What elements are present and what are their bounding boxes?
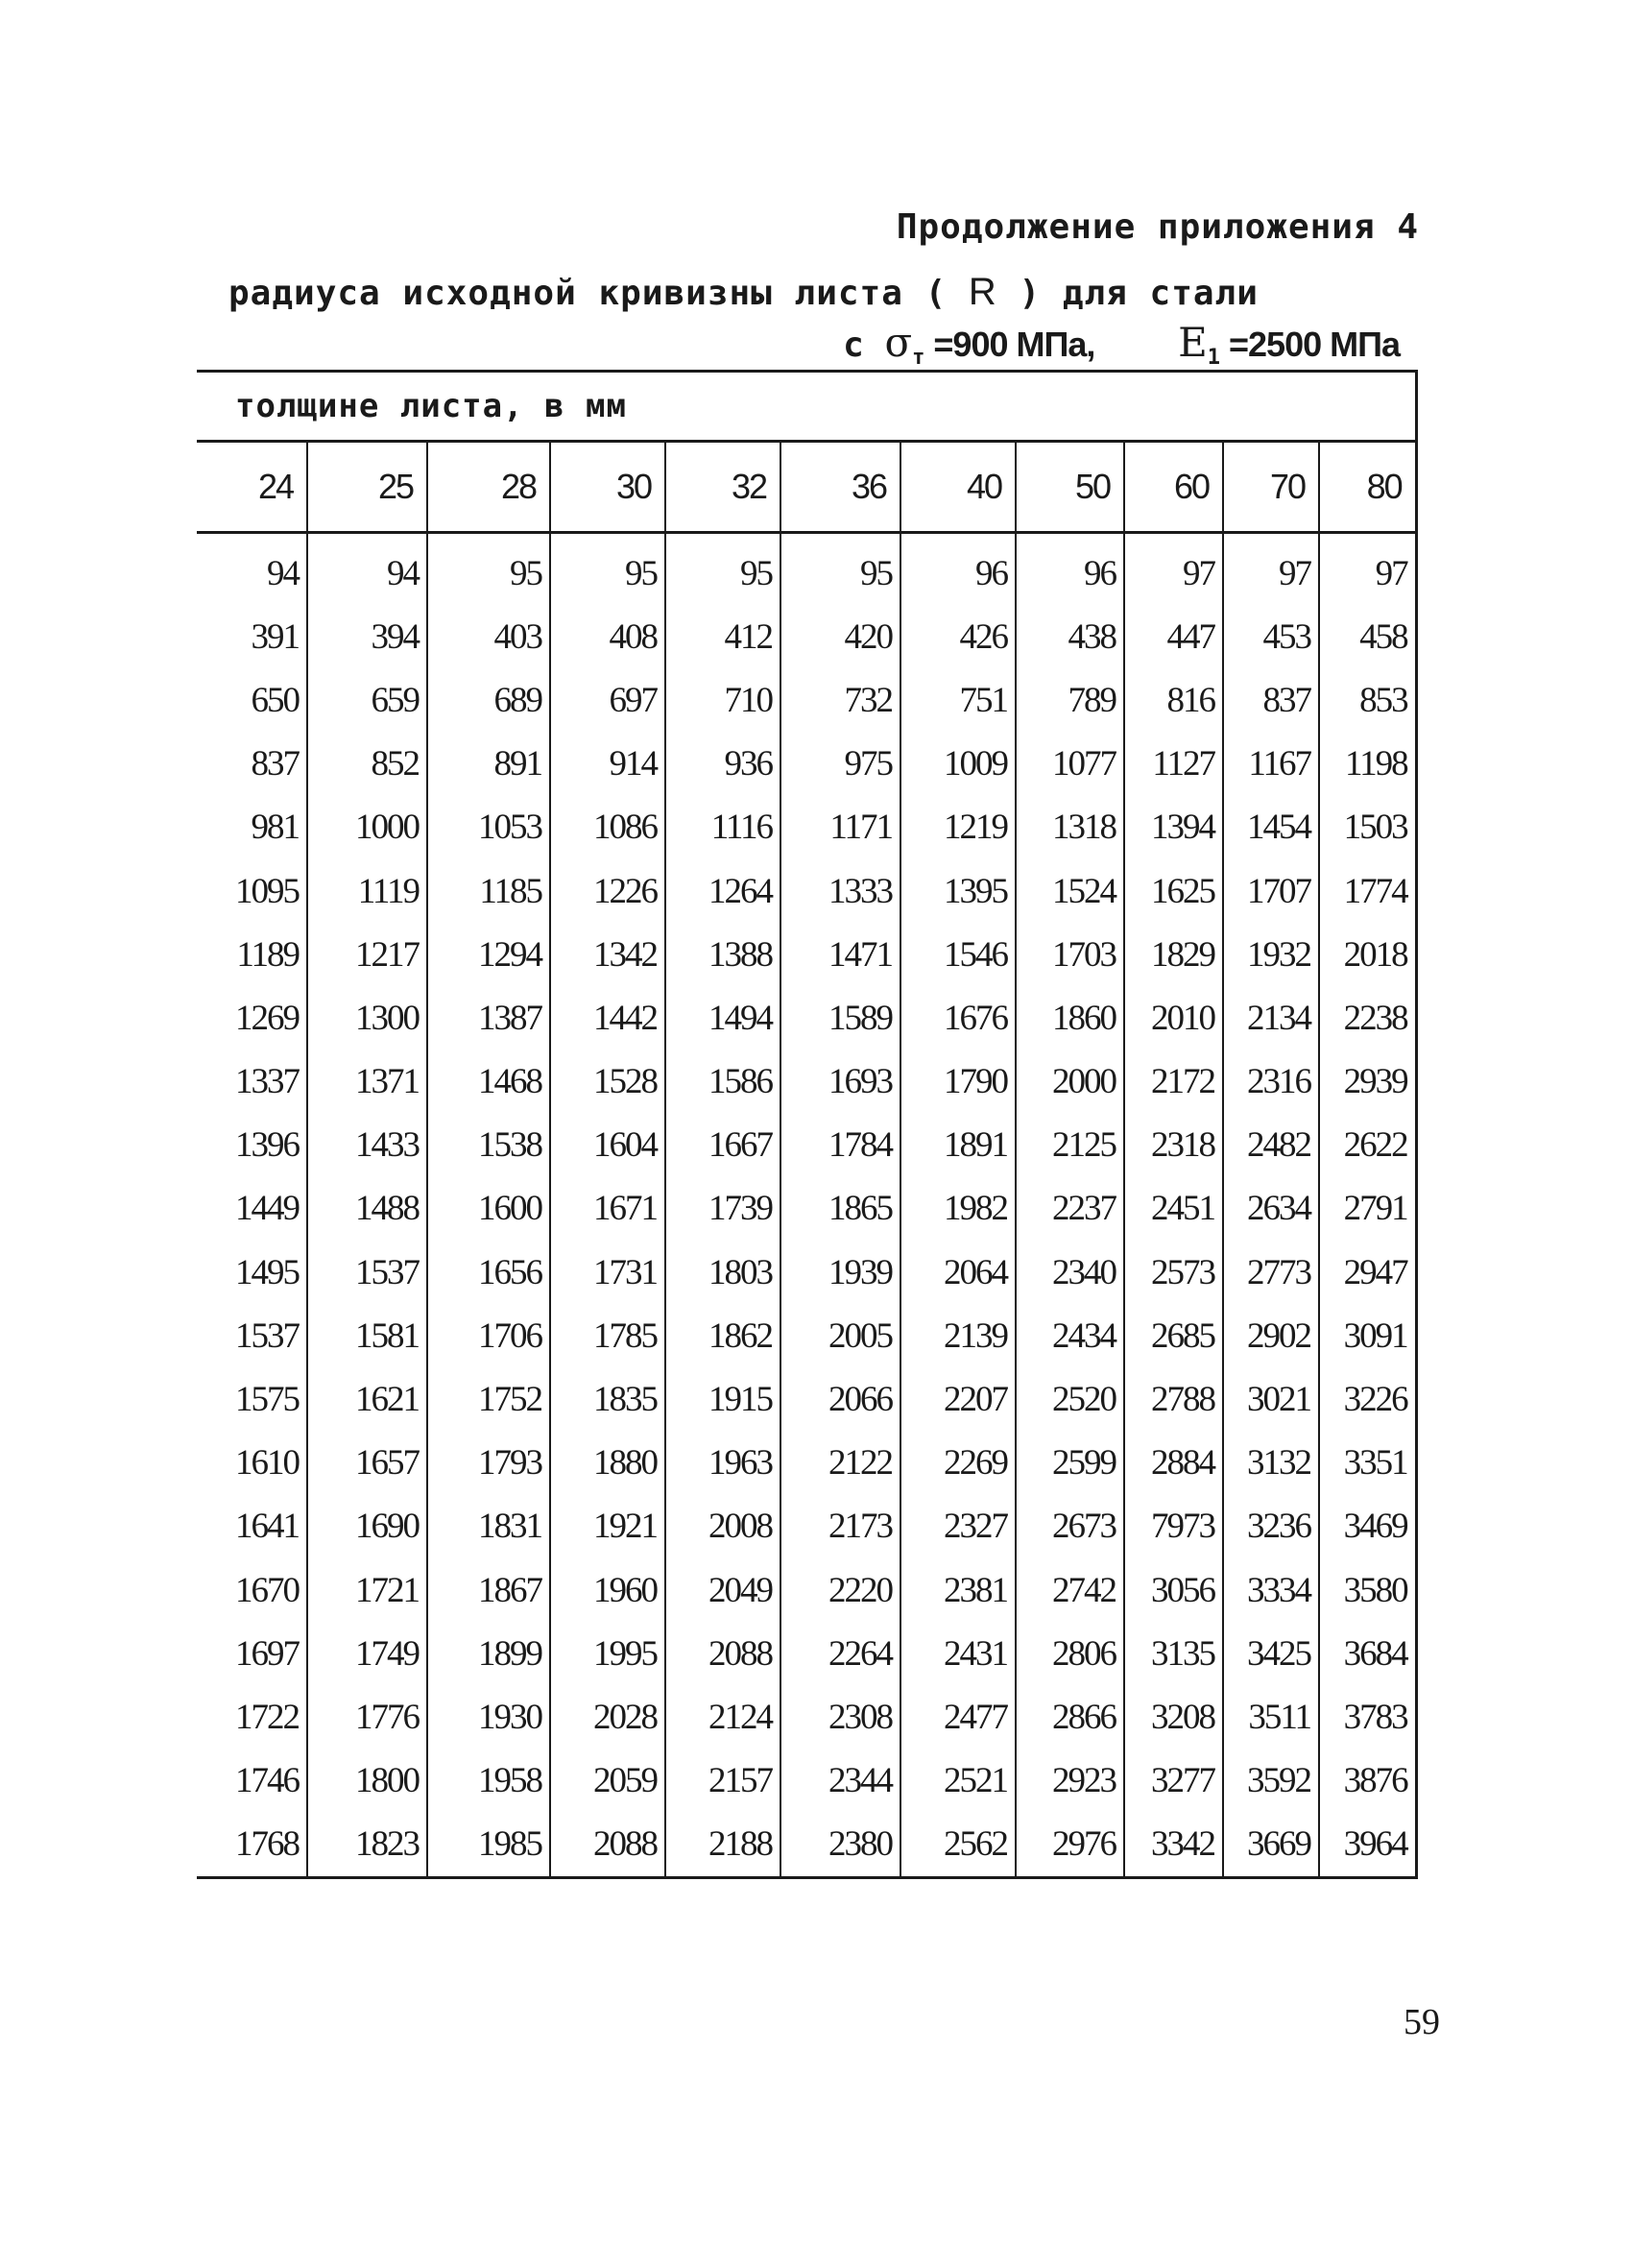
table-cell: 394 (307, 605, 427, 668)
table-cell: 1932 (1223, 923, 1319, 986)
table-cell: 650 (197, 668, 307, 732)
table-cell: 1862 (665, 1304, 780, 1367)
table-row (197, 542, 1416, 605)
table-cell: 1707 (1223, 859, 1319, 923)
table-cell: 1219 (900, 796, 1016, 859)
table-cell: 1774 (1319, 859, 1416, 923)
table-cell: 1693 (780, 1050, 900, 1114)
table-cell: 2806 (1016, 1622, 1124, 1685)
table-cell: 2008 (665, 1495, 780, 1558)
table-row (197, 1495, 1416, 1558)
table-cell: 2088 (550, 1813, 665, 1878)
table-cell: 2634 (1223, 1177, 1319, 1241)
table-cell: 1831 (427, 1495, 550, 1558)
table-cell: 1621 (307, 1367, 427, 1431)
table-cell: 2599 (1016, 1432, 1124, 1495)
table-cell: 2316 (1223, 1050, 1319, 1114)
table-cell: 1185 (427, 859, 550, 923)
table-cell: 3425 (1223, 1622, 1319, 1685)
spacer-cell (197, 533, 307, 543)
table-cell: 438 (1016, 605, 1124, 668)
column-header: 80 (1319, 442, 1416, 533)
table-cell: 1095 (197, 859, 307, 923)
table-cell: 2788 (1124, 1367, 1223, 1431)
table-cell: 1394 (1124, 796, 1223, 859)
table-cell: 1958 (427, 1749, 550, 1813)
table-cell: 1891 (900, 1114, 1016, 1177)
table-cell: 3783 (1319, 1685, 1416, 1749)
table-row (197, 796, 1416, 859)
caption-tail: ) для стали (996, 274, 1259, 313)
table-cell: 2327 (900, 1495, 1016, 1558)
table-cell: 95 (427, 542, 550, 605)
table-cell: 2521 (900, 1749, 1016, 1813)
table-cell: 1721 (307, 1558, 427, 1622)
spacer-cell (1016, 533, 1124, 543)
table-cell: 96 (900, 542, 1016, 605)
table-cell: 1471 (780, 923, 900, 986)
table-cell: 1793 (427, 1432, 550, 1495)
table-cell: 1690 (307, 1495, 427, 1558)
table-cell: 97 (1319, 542, 1416, 605)
column-header-row (197, 442, 1416, 533)
sigma-value: =900 МПа, (924, 325, 1095, 364)
table-cell: 710 (665, 668, 780, 732)
column-header: 28 (427, 442, 550, 533)
table-cell: 1503 (1319, 796, 1416, 859)
table-cell: 2173 (780, 1495, 900, 1558)
table-cell: 1899 (427, 1622, 550, 1685)
table-cell: 1318 (1016, 796, 1124, 859)
table-cell: 2340 (1016, 1241, 1124, 1304)
table-cell: 1625 (1124, 859, 1223, 923)
table-cell: 1000 (307, 796, 427, 859)
table-cell: 2308 (780, 1685, 900, 1749)
table-row (197, 1241, 1416, 1304)
table-cell: 2482 (1223, 1114, 1319, 1177)
table-cell: 3277 (1124, 1749, 1223, 1813)
table-cell: 3226 (1319, 1367, 1416, 1431)
table-cell: 1670 (197, 1558, 307, 1622)
table-cell: 1915 (665, 1367, 780, 1431)
table-cell: 2220 (780, 1558, 900, 1622)
table-cell: 1982 (900, 1177, 1016, 1241)
table-cell: 1189 (197, 923, 307, 986)
table-cell: 2010 (1124, 986, 1223, 1050)
table-cell: 659 (307, 668, 427, 732)
caption-prefix: с (843, 326, 885, 365)
table-cell: 95 (780, 542, 900, 605)
continuation-title: Продолжение приложения 4 (896, 207, 1419, 247)
table-row (197, 605, 1416, 668)
table-cell: 1167 (1223, 733, 1319, 796)
table-cell: 94 (197, 542, 307, 605)
table-cell: 1703 (1016, 923, 1124, 986)
table-cell: 1433 (307, 1114, 427, 1177)
table-cell: 3964 (1319, 1813, 1416, 1878)
spacer-cell (1124, 533, 1223, 543)
table-row (197, 1622, 1416, 1685)
table-cell: 2520 (1016, 1367, 1124, 1431)
table-cell: 2773 (1223, 1241, 1319, 1304)
table-cell: 3021 (1223, 1367, 1319, 1431)
table-row (197, 1813, 1416, 1878)
table-row (197, 1114, 1416, 1177)
table-cell: 2264 (780, 1622, 900, 1685)
table-cell: 914 (550, 733, 665, 796)
table-cell: 837 (197, 733, 307, 796)
table-cell: 2172 (1124, 1050, 1223, 1114)
table-cell: 2124 (665, 1685, 780, 1749)
table-cell: 1395 (900, 859, 1016, 923)
table-cell: 2018 (1319, 923, 1416, 986)
table-cell: 981 (197, 796, 307, 859)
table-cell: 403 (427, 605, 550, 668)
column-header: 32 (665, 442, 780, 533)
table-cell: 97 (1124, 542, 1223, 605)
table-cell: 1171 (780, 796, 900, 859)
table-row (197, 1432, 1416, 1495)
table-cell: 2685 (1124, 1304, 1223, 1367)
table-cell: 3351 (1319, 1432, 1416, 1495)
table-cell: 2005 (780, 1304, 900, 1367)
table-row (197, 1177, 1416, 1241)
table-row (197, 1749, 1416, 1813)
table-cell: 2381 (900, 1558, 1016, 1622)
table-cell: 853 (1319, 668, 1416, 732)
table-cell: 2477 (900, 1685, 1016, 1749)
table-cell: 1865 (780, 1177, 900, 1241)
table-cell: 1610 (197, 1432, 307, 1495)
table-row (197, 733, 1416, 796)
table-cell: 2344 (780, 1749, 900, 1813)
table-cell: 2269 (900, 1432, 1016, 1495)
table-cell: 2673 (1016, 1495, 1124, 1558)
table-cell: 2622 (1319, 1114, 1416, 1177)
table-cell: 1342 (550, 923, 665, 986)
table-cell: 1495 (197, 1241, 307, 1304)
table-cell: 1867 (427, 1558, 550, 1622)
table-cell: 2562 (900, 1813, 1016, 1878)
table-cell: 1589 (780, 986, 900, 1050)
column-header: 40 (900, 442, 1016, 533)
table-cell: 1537 (197, 1304, 307, 1367)
table-cell: 391 (197, 605, 307, 668)
table-cell: 412 (665, 605, 780, 668)
table-cell: 1546 (900, 923, 1016, 986)
table-cell: 453 (1223, 605, 1319, 668)
table-cell: 1442 (550, 986, 665, 1050)
table-cell: 1269 (197, 986, 307, 1050)
table-cell: 2431 (900, 1622, 1016, 1685)
table-row (197, 923, 1416, 986)
table-cell: 2125 (1016, 1114, 1124, 1177)
table-cell: 2939 (1319, 1050, 1416, 1114)
table-cell: 2434 (1016, 1304, 1124, 1367)
table-cell: 95 (665, 542, 780, 605)
table-cell: 3208 (1124, 1685, 1223, 1749)
table-cell: 1930 (427, 1685, 550, 1749)
table-cell: 891 (427, 733, 550, 796)
table-cell: 458 (1319, 605, 1416, 668)
e-subscript: 1 (1207, 346, 1220, 370)
column-header: 25 (307, 442, 427, 533)
table-cell: 426 (900, 605, 1016, 668)
table-cell: 1776 (307, 1685, 427, 1749)
table-cell: 1752 (427, 1367, 550, 1431)
table-cell: 1454 (1223, 796, 1319, 859)
table-caption-line1 (228, 271, 1259, 314)
table-cell: 1468 (427, 1050, 550, 1114)
table-row (197, 1685, 1416, 1749)
table-row (197, 1304, 1416, 1367)
table-cell: 1823 (307, 1813, 427, 1878)
table-cell: 3135 (1124, 1622, 1223, 1685)
table-cell: 1524 (1016, 859, 1124, 923)
table-caption-line2 (843, 319, 1400, 370)
table-cell: 3580 (1319, 1558, 1416, 1622)
table-cell: 1333 (780, 859, 900, 923)
table-cell: 2742 (1016, 1558, 1124, 1622)
table-cell: 2237 (1016, 1177, 1124, 1241)
radius-symbol: R (968, 271, 997, 313)
table-cell: 2451 (1124, 1177, 1223, 1241)
table-cell: 1671 (550, 1177, 665, 1241)
table-cell: 95 (550, 542, 665, 605)
table-cell: 1387 (427, 986, 550, 1050)
table-cell: 1119 (307, 859, 427, 923)
caption-text: радиуса исходной кривизны листа ( (228, 274, 969, 313)
table-cell: 1388 (665, 923, 780, 986)
table-cell: 1657 (307, 1432, 427, 1495)
table-cell: 1264 (665, 859, 780, 923)
table-cell: 1785 (550, 1304, 665, 1367)
table-cell: 3132 (1223, 1432, 1319, 1495)
table-cell: 2923 (1016, 1749, 1124, 1813)
table-cell: 1921 (550, 1495, 665, 1558)
table-cell: 1488 (307, 1177, 427, 1241)
table-cell: 1371 (307, 1050, 427, 1114)
table-cell: 1880 (550, 1432, 665, 1495)
table-cell: 2866 (1016, 1685, 1124, 1749)
table-cell: 2976 (1016, 1813, 1124, 1878)
table-cell: 1300 (307, 986, 427, 1050)
table-cell: 1449 (197, 1177, 307, 1241)
spacer-cell (550, 533, 665, 543)
table-cell: 1676 (900, 986, 1016, 1050)
column-header: 50 (1016, 442, 1124, 533)
table-cell: 1226 (550, 859, 665, 923)
table-cell: 1538 (427, 1114, 550, 1177)
column-header: 70 (1223, 442, 1319, 533)
table-cell: 1829 (1124, 923, 1223, 986)
table-cell: 2157 (665, 1749, 780, 1813)
table-cell: 3592 (1223, 1749, 1319, 1813)
table-cell: 1053 (427, 796, 550, 859)
table-cell: 1575 (197, 1367, 307, 1431)
spacer-row (197, 533, 1416, 543)
sigma-subscript: т (912, 346, 925, 370)
table-cell: 1939 (780, 1241, 900, 1304)
table-cell: 7973 (1124, 1495, 1223, 1558)
table-cell: 1731 (550, 1241, 665, 1304)
page-number: 59 (1404, 2002, 1440, 2042)
table-cell: 3334 (1223, 1558, 1319, 1622)
table-cell: 1116 (665, 796, 780, 859)
table-cell: 2238 (1319, 986, 1416, 1050)
table-cell: 3876 (1319, 1749, 1416, 1813)
table-cell: 689 (427, 668, 550, 732)
table-cell: 3091 (1319, 1304, 1416, 1367)
column-header: 24 (197, 442, 307, 533)
table-cell: 1396 (197, 1114, 307, 1177)
table-cell: 2947 (1319, 1241, 1416, 1304)
table-cell: 1528 (550, 1050, 665, 1114)
table-cell: 2000 (1016, 1050, 1124, 1114)
thickness-table (197, 370, 1418, 1879)
table-cell: 97 (1223, 542, 1319, 605)
table-cell: 1600 (427, 1177, 550, 1241)
table-cell: 1835 (550, 1367, 665, 1431)
table-cell: 2573 (1124, 1241, 1223, 1304)
table-cell: 2884 (1124, 1432, 1223, 1495)
e-value: =2500 МПа (1220, 325, 1400, 364)
table-cell: 1086 (550, 796, 665, 859)
table-row (197, 668, 1416, 732)
table-row (197, 1367, 1416, 1431)
table-cell: 3511 (1223, 1685, 1319, 1749)
table-cell: 1706 (427, 1304, 550, 1367)
table-cell: 975 (780, 733, 900, 796)
group-header-row (197, 372, 1416, 442)
table-row (197, 859, 1416, 923)
table-cell: 2059 (550, 1749, 665, 1813)
table-cell: 3684 (1319, 1622, 1416, 1685)
table-cell: 1217 (307, 923, 427, 986)
table-cell: 1494 (665, 986, 780, 1050)
table-cell: 2380 (780, 1813, 900, 1878)
table-cell: 1667 (665, 1114, 780, 1177)
table-cell: 1800 (307, 1749, 427, 1813)
table-cell: 789 (1016, 668, 1124, 732)
table-cell: 936 (665, 733, 780, 796)
table-row (197, 1050, 1416, 1114)
spacer-cell (780, 533, 900, 543)
table-cell: 1790 (900, 1050, 1016, 1114)
e-symbol: E (1178, 319, 1208, 366)
spacer-cell (900, 533, 1016, 543)
spacer-cell (307, 533, 427, 543)
table-cell: 2064 (900, 1241, 1016, 1304)
table-cell: 2318 (1124, 1114, 1223, 1177)
table-cell: 852 (307, 733, 427, 796)
table-cell: 96 (1016, 542, 1124, 605)
column-header: 30 (550, 442, 665, 533)
column-header: 60 (1124, 442, 1223, 533)
table-cell: 1746 (197, 1749, 307, 1813)
group-header: толщине листа, в мм (197, 372, 1416, 442)
table-cell: 3342 (1124, 1813, 1223, 1878)
table-cell: 2791 (1319, 1177, 1416, 1241)
spacer-cell (427, 533, 550, 543)
table-cell: 2049 (665, 1558, 780, 1622)
table-cell: 2028 (550, 1685, 665, 1749)
table-row (197, 1558, 1416, 1622)
table-cell: 94 (307, 542, 427, 605)
table-cell: 837 (1223, 668, 1319, 732)
table-cell: 751 (900, 668, 1016, 732)
sigma-symbol: σ (884, 319, 913, 366)
table-cell: 1077 (1016, 733, 1124, 796)
table-cell: 1581 (307, 1304, 427, 1367)
table-cell: 1722 (197, 1685, 307, 1749)
table-cell: 1537 (307, 1241, 427, 1304)
table-cell: 1009 (900, 733, 1016, 796)
table-cell: 1739 (665, 1177, 780, 1241)
table-cell: 732 (780, 668, 900, 732)
spacer-cell (1319, 533, 1416, 543)
table-cell: 408 (550, 605, 665, 668)
table-cell: 1749 (307, 1622, 427, 1685)
table-cell: 447 (1124, 605, 1223, 668)
table-cell: 3669 (1223, 1813, 1319, 1878)
table-cell: 3056 (1124, 1558, 1223, 1622)
table-cell: 2134 (1223, 986, 1319, 1050)
spacer-cell (1223, 533, 1319, 543)
table-cell: 2139 (900, 1304, 1016, 1367)
table-cell: 1656 (427, 1241, 550, 1304)
table-cell: 1198 (1319, 733, 1416, 796)
table-cell: 2088 (665, 1622, 780, 1685)
table-cell: 3236 (1223, 1495, 1319, 1558)
table-cell: 1127 (1124, 733, 1223, 796)
table-cell: 2902 (1223, 1304, 1319, 1367)
table-cell: 1697 (197, 1622, 307, 1685)
table-cell: 1960 (550, 1558, 665, 1622)
table-cell: 816 (1124, 668, 1223, 732)
table-cell: 420 (780, 605, 900, 668)
spacer-cell (665, 533, 780, 543)
table-cell: 1641 (197, 1495, 307, 1558)
table-cell: 1586 (665, 1050, 780, 1114)
column-header: 36 (780, 442, 900, 533)
table-cell: 2066 (780, 1367, 900, 1431)
table-cell: 1784 (780, 1114, 900, 1177)
table-cell: 2188 (665, 1813, 780, 1878)
table-cell: 2122 (780, 1432, 900, 1495)
table-cell: 1803 (665, 1241, 780, 1304)
table-cell: 1604 (550, 1114, 665, 1177)
table-cell: 1860 (1016, 986, 1124, 1050)
table-row (197, 986, 1416, 1050)
table-cell: 1995 (550, 1622, 665, 1685)
table-cell: 697 (550, 668, 665, 732)
table-cell: 2207 (900, 1367, 1016, 1431)
table-cell: 1768 (197, 1813, 307, 1878)
table-cell: 1963 (665, 1432, 780, 1495)
table-cell: 1337 (197, 1050, 307, 1114)
table-cell: 1294 (427, 923, 550, 986)
table-cell: 3469 (1319, 1495, 1416, 1558)
table-cell: 1985 (427, 1813, 550, 1878)
